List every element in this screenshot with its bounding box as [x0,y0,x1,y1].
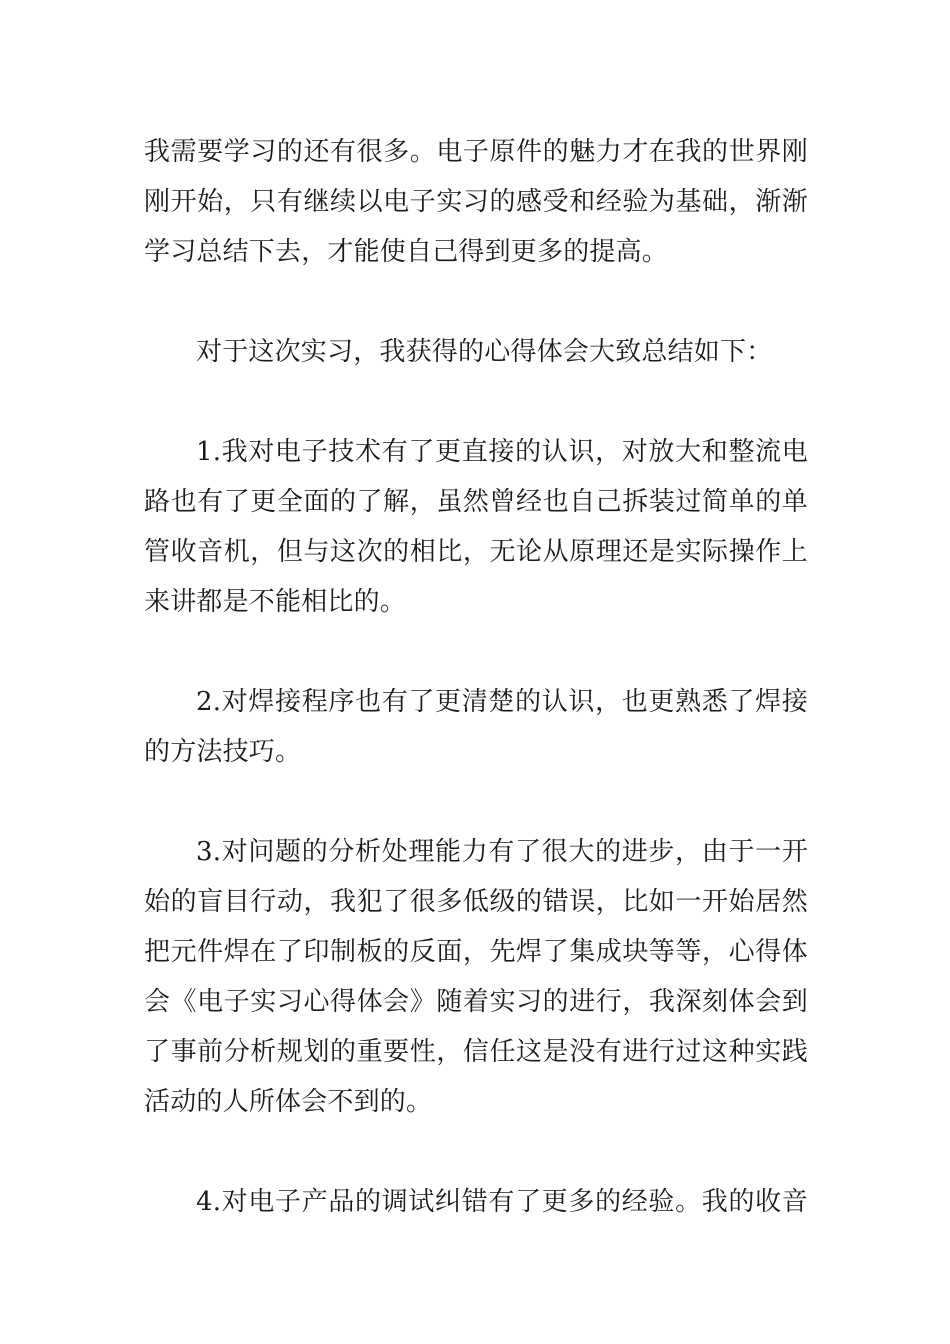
paragraph-1-line-1: 我需要学习的还有很多。电子原件的魅力才在我的世界刚 [144,137,808,167]
paragraph-1-line-2: 刚开始，只有继续以电子实习的感受和经验为基础，渐渐 [144,187,808,217]
item-3-line-3: 把元件焊在了印制板的反面，先焊了集成块等等，心得体 [144,937,808,967]
item-3-line-5: 了事前分析规划的重要性，信任这是没有进行过这种实践 [144,1037,808,1067]
item-1-line-2: 路也有了更全面的了解，虽然曾经也自己拆装过简单的单 [144,487,808,517]
item-3-line-2: 始的盲目行动，我犯了很多低级的错误，比如一开始居然 [144,887,808,917]
item-4-line-1: 4.对电子产品的调试纠错有了更多的经验。我的收音 [196,1187,808,1217]
paragraph-2-line-1: 对于这次实习，我获得的心得体会大致总结如下： [196,337,773,367]
item-3-line-6: 活动的人所体会不到的。 [144,1087,433,1117]
item-2-line-1: 2.对焊接程序也有了更清楚的认识，也更熟悉了焊接 [196,687,808,717]
paragraph-1-line-3: 学习总结下去，才能使自己得到更多的提高。 [144,237,669,267]
item-1-line-1: 1.我对电子技术有了更直接的认识，对放大和整流电 [196,437,808,467]
item-2-line-2: 的方法技巧。 [144,737,302,767]
item-3-line-4: 会《电子实习心得体会》随着实习的进行，我深刻体会到 [144,987,808,1017]
item-3-line-1: 3.对问题的分析处理能力有了很大的进步，由于一开 [196,837,808,867]
item-1-line-4: 来讲都是不能相比的。 [144,587,407,617]
item-1-line-3: 管收音机，但与这次的相比，无论从原理还是实际操作上 [144,537,808,567]
